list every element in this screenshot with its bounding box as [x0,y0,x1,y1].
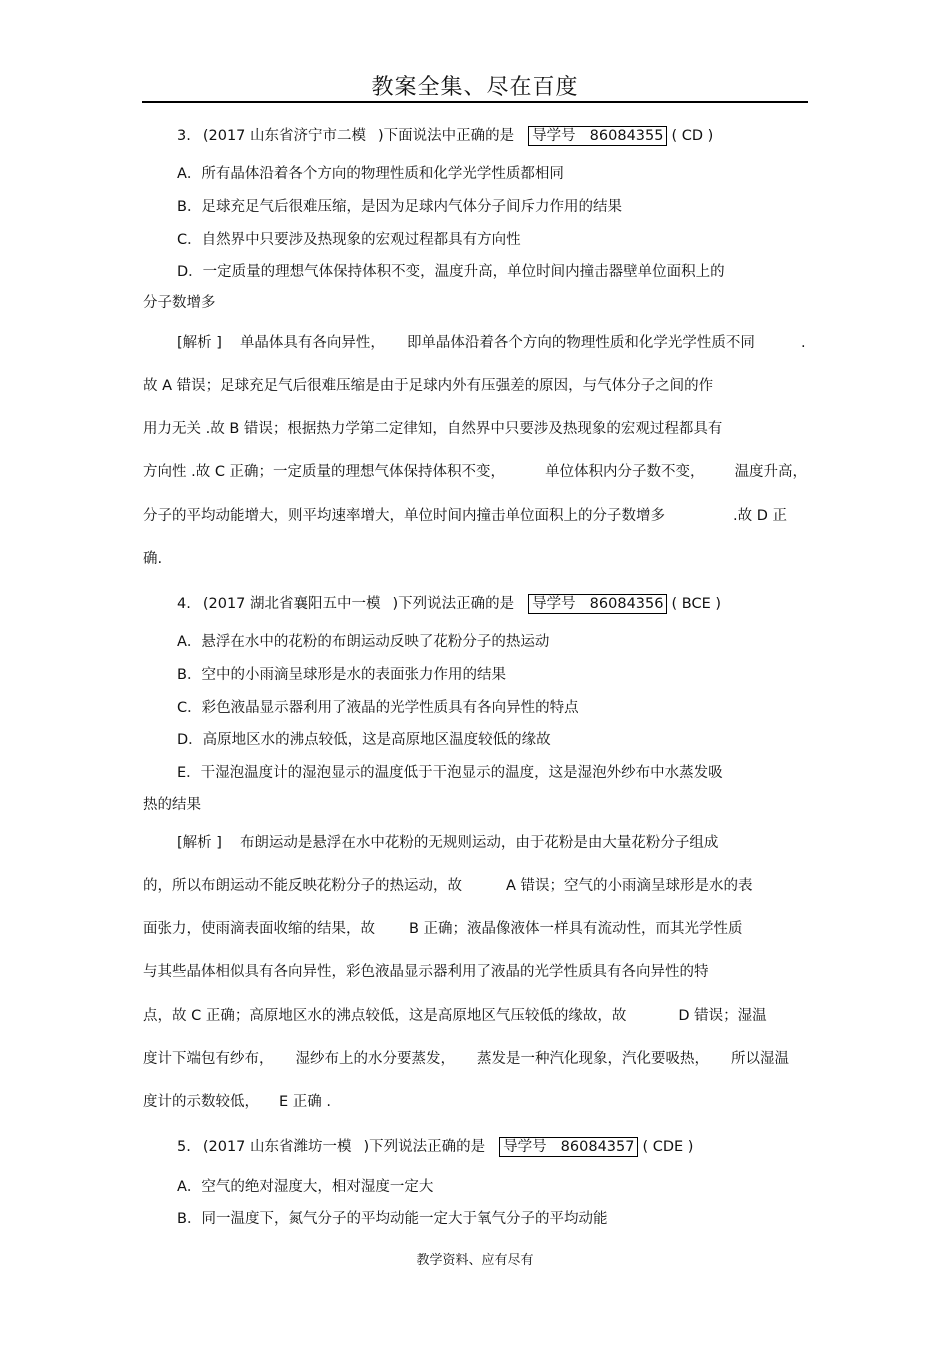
analysis-text: 的，所以布朗运动不能反映花粉分子的热运动，故 [143,878,462,894]
question-source: (2017 山东省潍坊一模 [202,1139,352,1155]
option-d: D．高原地区水的沸点较低，这是高原地区温度较低的缘故 [177,732,551,748]
analysis-text: 温度升高， [734,464,808,480]
guide-number-box [528,594,667,614]
option-c: C．自然界中只要涉及热现象的宏观过程都具有方向性 [177,232,521,248]
analysis-3-line-1 [177,333,806,353]
guide-label: 导学号 [532,596,576,612]
option-b: B．足球充足气后很难压缩，是因为足球内气体分子间斥力作用的结果 [177,199,622,215]
guide-id: 86084356 [589,596,664,612]
guide-number-box [499,1137,638,1157]
header-rule [142,101,808,103]
question-source: (2017 湖北省襄阳五中一模 [202,596,381,612]
option-a: A．空气的绝对湿度大，相对湿度一定大 [177,1179,434,1195]
question-number: 3. [177,128,191,144]
analysis-text: 单晶体具有各向异性， [239,335,385,351]
analysis-3-line-3: 用力无关 .故 B 错误；根据热力学第二定律知，自然界中只要涉及热现象的宏观过程都具有 [143,421,723,437]
option-a: A．所有晶体沿着各个方向的物理性质和化学光学性质都相同 [177,166,564,182]
answer-key: ( CDE ) [642,1139,694,1155]
answer-key: ( CD ) [671,128,714,144]
option-c: C．彩色液晶显示器利用了液晶的光学性质具有各向异性的特点 [177,700,579,716]
question-text: )下列说法正确的是 [392,596,515,612]
analysis-text: 布朗运动是悬浮在水中花粉的无规则运动，由于花粉是由大量花粉分子组成 [239,835,719,851]
question-source: (2017 山东省济宁市二模 [202,128,367,144]
option-e: E．干湿泡温度计的湿泡显示的温度低于干泡显示的温度，这是湿泡外纱布中水蒸发吸 [177,765,723,781]
analysis-text: B 正确；液晶像液体一样具有流动性，而其光学性质 [409,921,743,937]
analysis-4-line-6 [143,1049,789,1069]
analysis-3-line-4 [143,462,807,482]
question-text: )下列说法正确的是 [363,1139,486,1155]
answer-key: ( BCE ) [671,596,721,612]
analysis-text: 即单晶体沿着各个方向的物理性质和化学光学性质不同 [406,335,755,351]
analysis-4-line-1 [177,833,718,853]
page-header-title: 教案全集、尽在百度 [371,75,579,100]
option-d-continued: 分子数增多 [143,295,216,311]
analysis-text: 所以湿温 [731,1051,789,1067]
option-b: B．同一温度下，氮气分子的平均动能一定大于氧气分子的平均动能 [177,1211,608,1227]
analysis-text: 湿纱布上的水分要蒸发， [295,1051,455,1067]
option-e-continued: 热的结果 [143,797,201,813]
guide-number-box [528,126,667,146]
analysis-text: 点，故 C 正确；高原地区水的沸点较低，这是高原地区气压较低的缘故，故 [143,1008,627,1024]
analysis-4-line-2 [143,876,753,896]
analysis-3-line-6: 确. [143,551,163,567]
analysis-4-line-4: 与其些晶体相似具有各向异性，彩色液晶显示器利用了液晶的光学性质具有各向异性的特 [143,964,709,980]
analysis-tag: [解析 ] [177,335,222,351]
question-4-stem [177,594,721,614]
analysis-text: 分子的平均动能增大，则平均速率增大，单位时间内撞击单位面积上的分子数增多 [143,508,665,524]
question-number: 4. [177,596,191,612]
guide-label: 导学号 [503,1139,547,1155]
analysis-text: . [800,335,806,351]
analysis-3-line-2: 故 A 错误；足球充足气后很难压缩是由于足球内外有压强差的原因，与气体分子之间的作 [143,378,714,394]
question-3-stem [177,126,713,146]
analysis-text: 度计的示数较低， [143,1094,259,1110]
page-footer: 教学资料、应有尽有 [416,1253,534,1268]
analysis-text: 蒸发是一种汽化现象，汽化要吸热， [477,1051,709,1067]
analysis-text: D 错误；湿温 [678,1008,767,1024]
option-a: A．悬浮在水中的花粉的布朗运动反映了花粉分子的热运动 [177,634,550,650]
analysis-4-line-3 [143,919,743,939]
analysis-tag: [解析 ] [177,835,222,851]
question-5-stem [177,1137,693,1157]
question-number: 5. [177,1139,191,1155]
analysis-3-line-5 [143,506,787,526]
guide-label: 导学号 [532,128,576,144]
guide-id: 86084357 [560,1139,635,1155]
question-text: )下面说法中正确的是 [378,128,515,144]
analysis-text: 单位体积内分子数不变， [545,464,705,480]
analysis-4-line-7 [143,1092,331,1112]
option-b: B．空中的小雨滴呈球形是水的表面张力作用的结果 [177,667,506,683]
analysis-text: 面张力，使雨滴表面收缩的结果，故 [143,921,375,937]
option-d: D．一定质量的理想气体保持体积不变，温度升高，单位时间内撞击器壁单位面积上的 [177,264,725,280]
analysis-text: E 正确 . [279,1094,331,1110]
analysis-4-line-5 [143,1006,767,1026]
analysis-text: 方向性 .故 C 正确；一定质量的理想气体保持体积不变， [143,464,506,480]
guide-id: 86084355 [589,128,664,144]
analysis-text: A 错误；空气的小雨滴呈球形是水的表 [506,878,753,894]
analysis-text: .故 D 正 [733,508,787,524]
analysis-text: 度计下端包有纱布， [143,1051,274,1067]
